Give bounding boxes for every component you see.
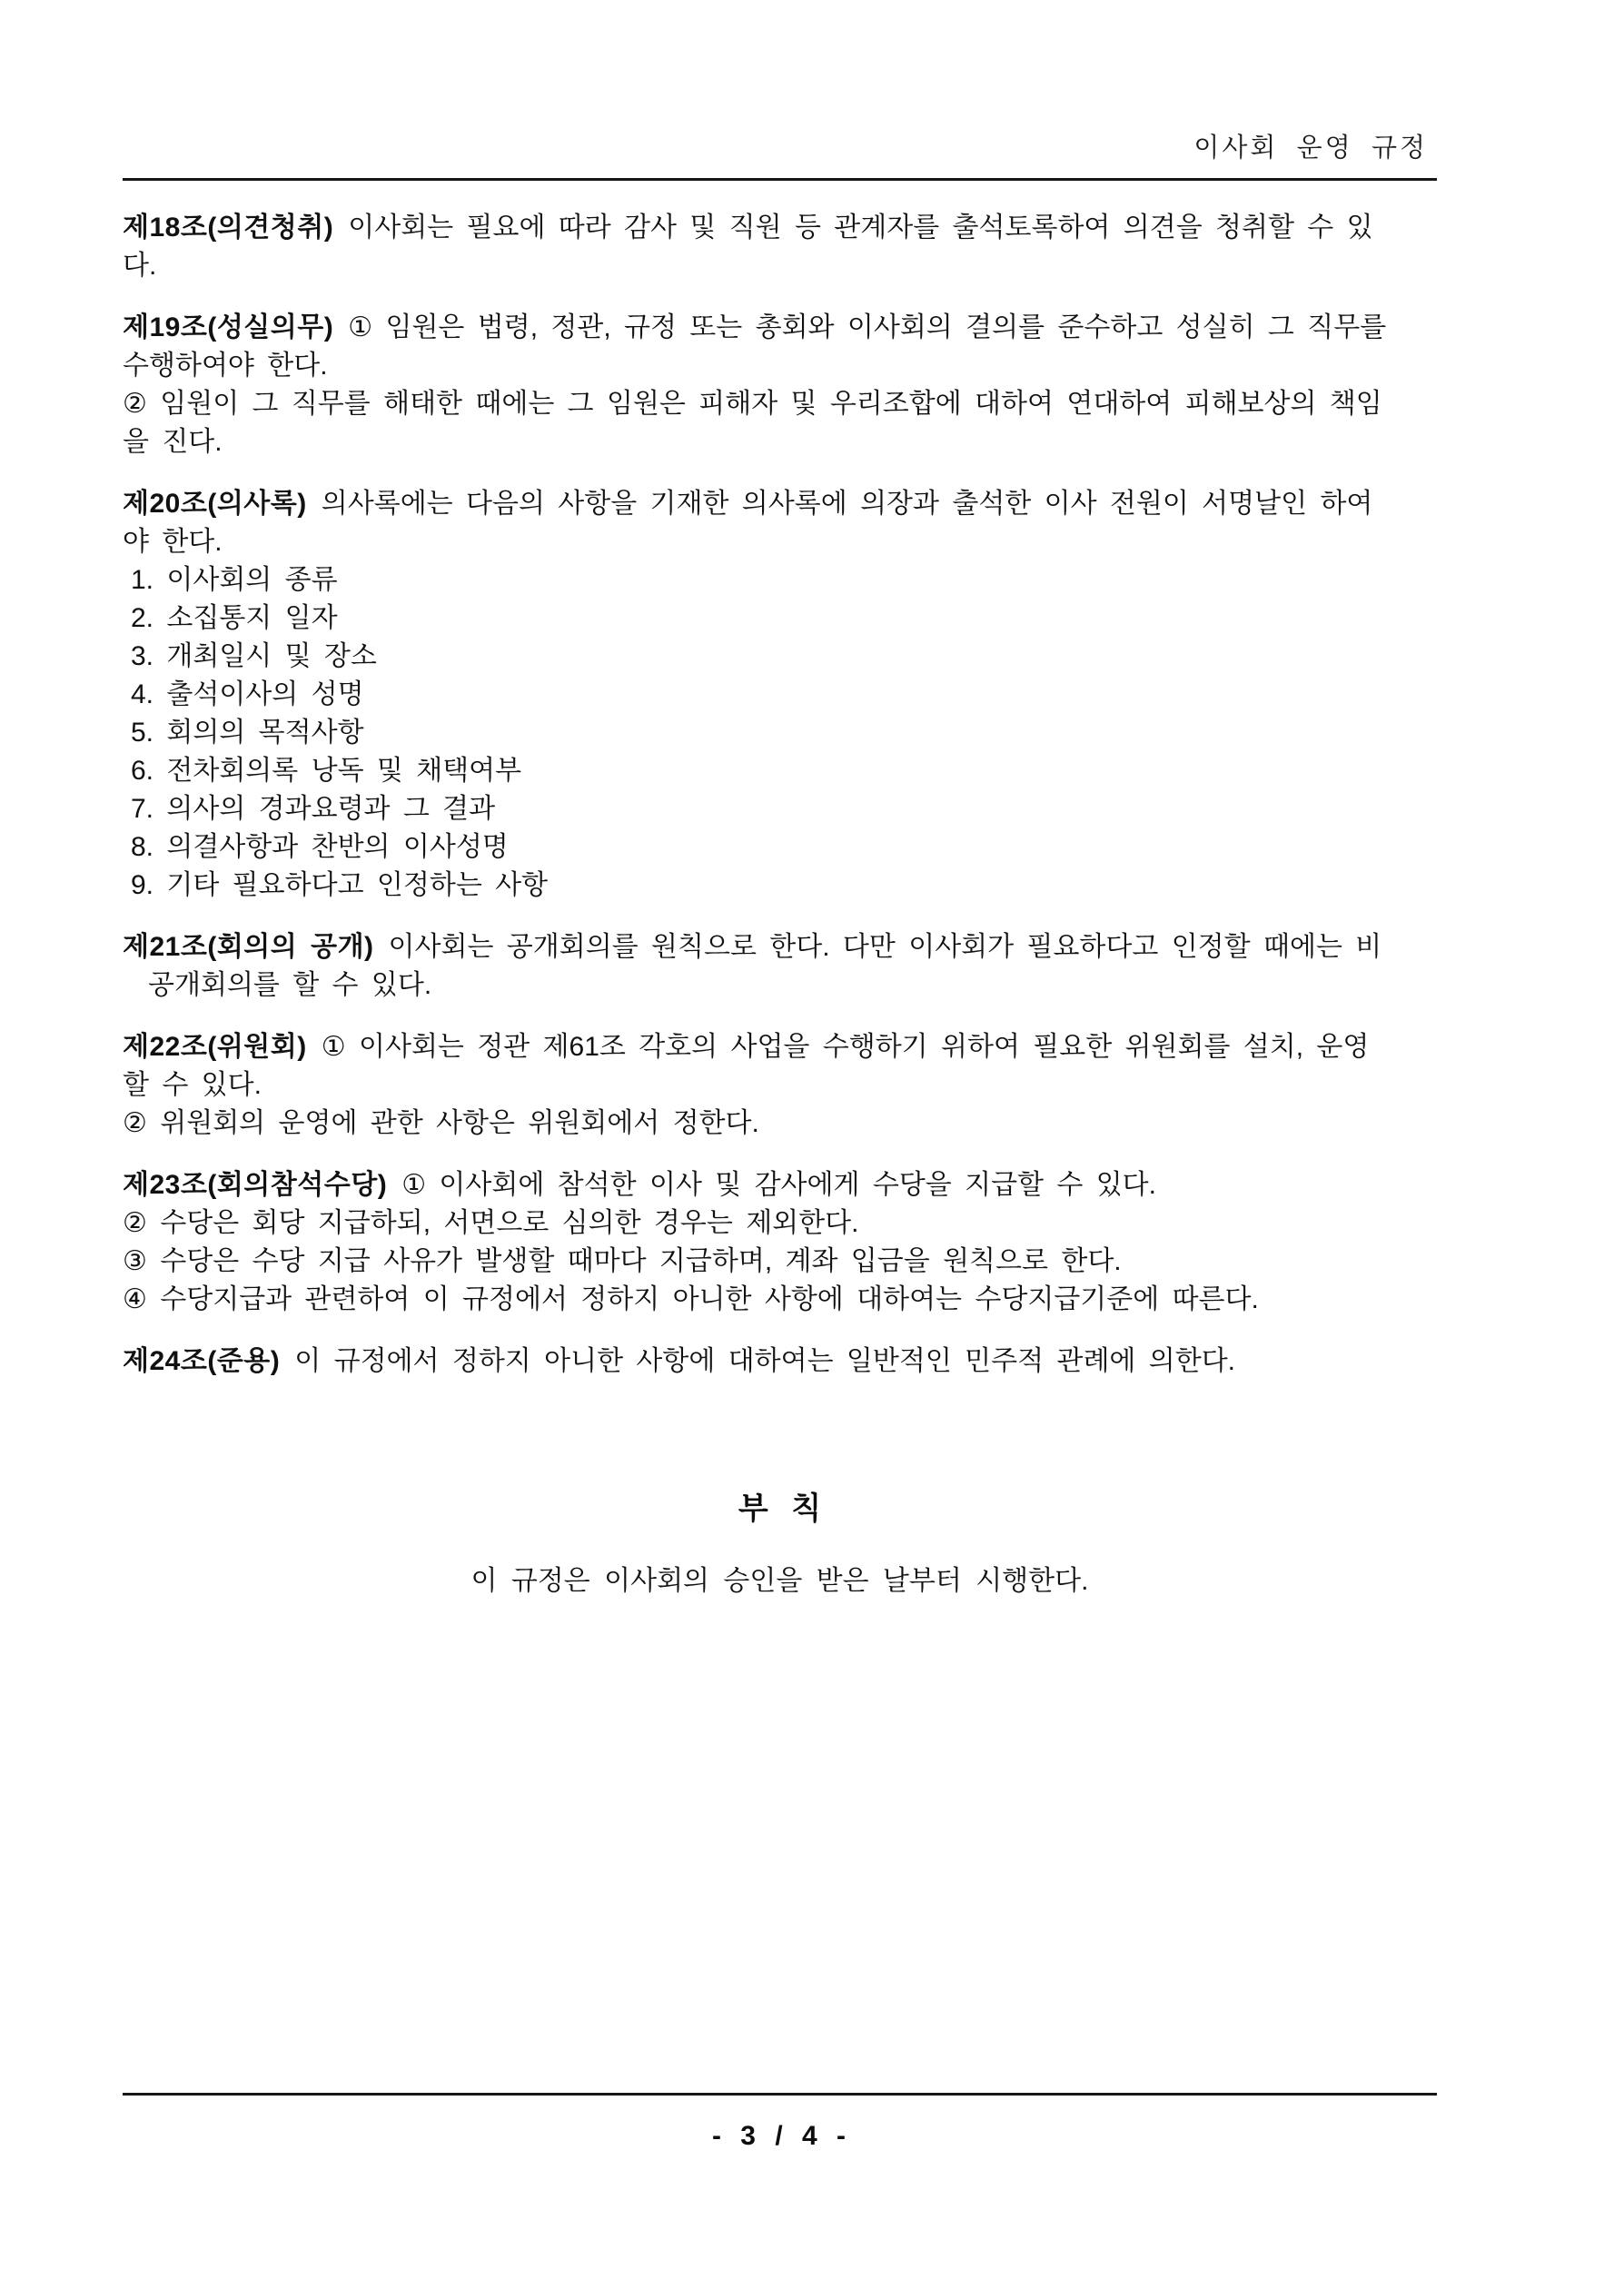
article-line — [123, 423, 1437, 461]
line-text: 야 한다. — [123, 527, 223, 557]
line-text: 7. 의사의 경과요령과 그 결과 — [131, 794, 496, 824]
article-line — [123, 928, 1437, 966]
article-line — [123, 385, 1437, 423]
line-text: 3. 개최일시 및 장소 — [131, 641, 377, 671]
document-footer — [123, 2093, 1437, 2152]
article — [123, 309, 1437, 461]
line-text: 1. 이사회의 종류 — [131, 565, 338, 595]
line-text: 을 진다. — [123, 427, 223, 457]
list-item — [123, 867, 1437, 905]
line-text: ② 임원이 그 직무를 해태한 때에는 그 임원은 피해자 및 우리조합에 대하여 연대하여 피해보상의 책임 — [123, 389, 1382, 419]
article-line — [123, 1343, 1437, 1381]
article-line — [123, 523, 1437, 561]
line-text: ① 이사회에 참석한 이사 및 감사에게 수당을 지급할 수 있다. — [401, 1170, 1156, 1200]
line-text: ② 수당은 회당 지급하되, 서면으로 심의한 경우는 제외한다. — [123, 1208, 859, 1238]
document-title: 이사회 운영 규정 — [1193, 134, 1428, 163]
line-text: 수행하여야 한다. — [123, 351, 328, 381]
line-text: 5. 회의의 목적사항 — [131, 718, 364, 748]
article-line — [123, 347, 1437, 385]
line-text: 의사록에는 다음의 사항을 기재한 의사록에 의장과 출석한 이사 전원이 서명날인 하여 — [321, 489, 1373, 519]
article-line — [123, 1281, 1437, 1319]
line-text: ④ 수당지급과 관련하여 이 규정에서 정하지 아니한 사항에 대하여는 수당지급기준에 따른다. — [123, 1284, 1259, 1314]
article-heading: 제23조(회의참석수당) — [123, 1170, 388, 1200]
line-text: 다. — [123, 251, 157, 281]
line-text: ② 위원회의 운영에 관한 사항은 위원회에서 정한다. — [123, 1108, 759, 1138]
article-line — [123, 1105, 1437, 1143]
article-heading: 제19조(성실의무) — [123, 312, 334, 342]
line-text: 9. 기타 필요하다고 인정하는 사항 — [131, 870, 549, 900]
addendum-body: 이 규정은 이사회의 승인을 받은 날부터 시행한다. — [470, 1566, 1089, 1596]
page-number: - 3 / 4 - — [711, 2121, 848, 2151]
list-item — [123, 714, 1437, 752]
line-text: 이사회는 공개회의를 원칙으로 한다. 다만 이사회가 필요하다고 인정할 때에는 비 — [388, 932, 1382, 962]
addendum-section — [123, 1488, 1437, 1600]
content-column — [123, 0, 1437, 1600]
line-text: ③ 수당은 수당 지급 사유가 발생할 때마다 지급하며, 계좌 입금을 원칙으로 한다. — [123, 1246, 1122, 1276]
article-heading: 제18조(의견청취) — [123, 213, 334, 243]
article — [123, 928, 1437, 1005]
list-item — [123, 828, 1437, 867]
line-text: ① 임원은 법령, 정관, 규정 또는 총회와 이사회의 결의를 준수하고 성실히 그 직무를 — [348, 312, 1387, 342]
article-line — [123, 309, 1437, 347]
article — [123, 485, 1437, 905]
footer-rule — [123, 2093, 1437, 2096]
list-item — [123, 676, 1437, 714]
article-line — [123, 1243, 1437, 1281]
article — [123, 1166, 1437, 1319]
list-item — [123, 638, 1437, 676]
article-line — [123, 1066, 1437, 1105]
article-line — [123, 1166, 1437, 1204]
document-header — [123, 0, 1437, 181]
list-item — [123, 600, 1437, 638]
article-heading: 제22조(위원회) — [123, 1032, 307, 1062]
article-heading: 제20조(의사록) — [123, 489, 307, 519]
line-text: 공개회의를 할 수 있다. — [148, 970, 432, 1000]
article-heading: 제21조(회의의 공개) — [123, 932, 374, 962]
line-text: 2. 소집통지 일자 — [131, 603, 338, 633]
addendum-title: 부 칙 — [738, 1491, 822, 1526]
article-heading: 제24조(준용) — [123, 1346, 281, 1376]
line-text: 할 수 있다. — [123, 1070, 262, 1100]
articles-body — [123, 181, 1437, 1381]
line-text: 이사회는 필요에 따라 감사 및 직원 등 관계자를 출석토록하여 의견을 청취할 수 있 — [348, 213, 1373, 243]
line-text: 8. 의결사항과 찬반의 이사성명 — [131, 832, 509, 862]
article-line — [123, 1204, 1437, 1243]
article — [123, 1028, 1437, 1143]
article-line — [123, 209, 1437, 247]
article — [123, 209, 1437, 285]
line-text: 6. 전차회의록 낭독 및 채택여부 — [131, 756, 522, 786]
line-text: ① 이사회는 정관 제61조 각호의 사업을 수행하기 위하여 필요한 위원회를 설치, 운영 — [321, 1032, 1370, 1062]
article-line — [123, 247, 1437, 285]
line-text: 4. 출석이사의 성명 — [131, 679, 364, 709]
list-item — [123, 561, 1437, 600]
line-text: 이 규정에서 정하지 아니한 사항에 대하여는 일반적인 민주적 관례에 의한다. — [294, 1346, 1236, 1376]
article-line — [123, 966, 1437, 1005]
article-line — [123, 1028, 1437, 1066]
list-item — [123, 752, 1437, 790]
article-line — [123, 485, 1437, 523]
article — [123, 1343, 1437, 1381]
list-item — [123, 790, 1437, 828]
